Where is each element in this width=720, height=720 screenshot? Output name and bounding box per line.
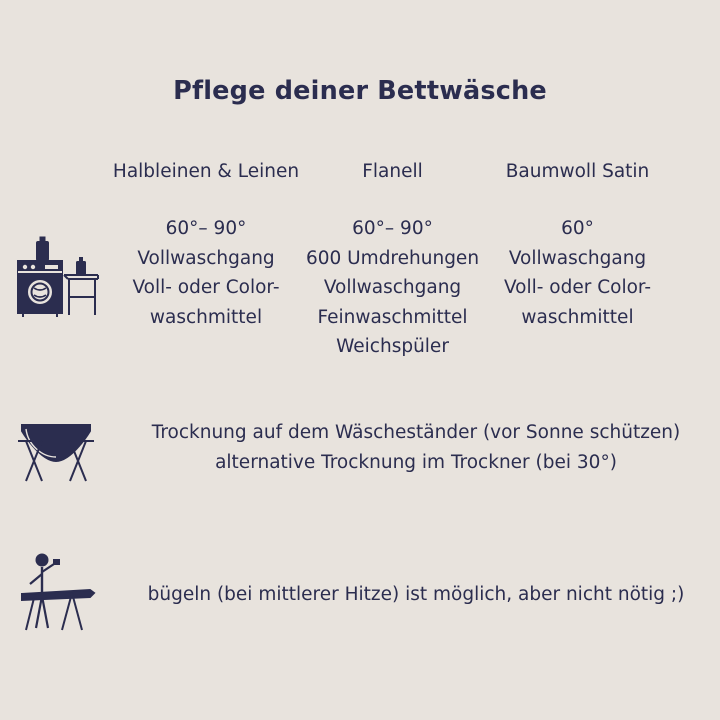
wash-column-3-line-4: waschmittel — [521, 306, 634, 328]
wash-column-1-line-1: 60°– 90° — [165, 218, 247, 239]
drying-rack-icon — [0, 410, 112, 490]
wash-column-2-line-2: 600 Umdrehungen — [305, 247, 480, 269]
wash-column-3-line-3: Voll- oder Color- — [503, 277, 652, 298]
drying-line-2: alternative Trocknung im Trockner (bei 30°) — [215, 451, 617, 473]
wash-column-2 — [300, 160, 485, 362]
wash-column-1-body — [112, 214, 300, 332]
drying-text — [112, 418, 720, 477]
page-title: Pflege deiner Bettwäsche — [173, 76, 547, 106]
wash-column-3 — [485, 160, 670, 362]
ironing-text — [112, 580, 720, 610]
wash-column-3-line-2: Vollwaschgang — [508, 247, 647, 269]
wash-column-3-heading: Baumwoll Satin — [505, 161, 650, 182]
wash-column-2-line-3: Vollwaschgang — [323, 277, 462, 298]
wash-column-2-body — [300, 214, 485, 362]
ironing-line-1: bügeln (bei mittlerer Hitze) ist möglich, aber nicht nötig ;) — [147, 584, 685, 605]
wash-column-1-heading: Halbleinen & Leinen — [112, 161, 300, 182]
wash-column-2-line-5: Weichspüler — [336, 336, 449, 357]
wash-column-2-line-4: Feinwaschmittel — [317, 306, 468, 328]
wash-column-1-line-2: Vollwaschgang — [137, 247, 275, 269]
wash-column-2-heading: Flanell — [362, 161, 423, 182]
washing-machine-icon — [0, 232, 112, 322]
drying-line-1: Trocknung auf dem Wäscheständer (vor Sonne schützen) — [151, 422, 681, 443]
wash-column-2-line-1: 60°– 90° — [352, 218, 433, 239]
wash-column-3-line-1: 60° — [561, 218, 594, 239]
wash-column-3-body — [485, 214, 670, 332]
wash-column-1 — [112, 160, 300, 362]
wash-column-1-line-3: Voll- oder Color- — [132, 277, 280, 298]
ironing-person-icon — [0, 548, 112, 638]
wash-column-1-line-4: waschmittel — [149, 306, 263, 328]
